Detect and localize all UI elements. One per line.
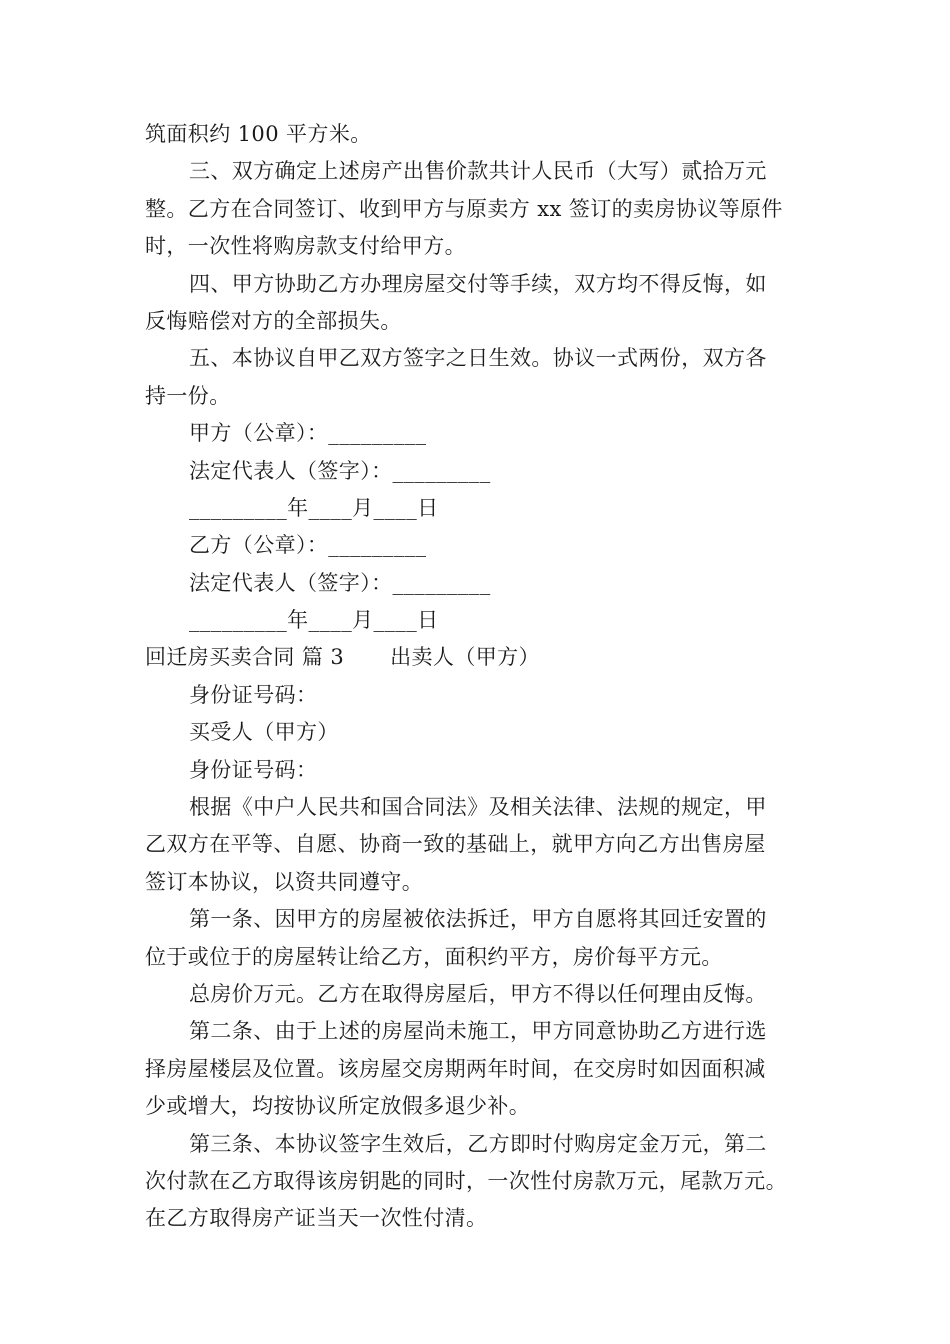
- paragraph-line: 总房价万元。乙方在取得房屋后，甲方不得以任何理由反悔。: [189, 981, 767, 1006]
- paragraph-line: 根据《中户人民共和国合同法》及相关法律、法规的规定，甲: [189, 795, 767, 820]
- party-a-representative-line: 法定代表人（签字）：_________: [189, 458, 491, 483]
- paragraph-line: 少或增大，均按协议所定放假多退少补。: [145, 1094, 531, 1119]
- paragraph-line: 在乙方取得房产证当天一次性付清。: [145, 1206, 488, 1231]
- paragraph-line: 签订本协议，以资共同遵守。: [145, 869, 424, 894]
- paragraph-line: 持一份。: [145, 383, 231, 408]
- paragraph-line: 位于或位于的房屋转让给乙方，面积约平方，房价每平方元。: [145, 944, 723, 969]
- paragraph-line: 四、甲方协助乙方办理房屋交付等手续，双方均不得反悔，如: [189, 271, 767, 296]
- paragraph-line: 买受人（甲方）: [189, 720, 339, 745]
- paragraph-line: 择房屋楼层及位置。该房屋交房期两年时间，在交房时如因面积减: [145, 1056, 766, 1081]
- seller-label: 出卖人（甲方）: [390, 645, 540, 670]
- party-a-seal-line: 甲方（公章）：_________: [189, 421, 427, 446]
- paragraph-line: 乙双方在平等、自愿、协商一致的基础上，就甲方向乙方出售房屋: [145, 832, 766, 857]
- paragraph-line: 第一条、因甲方的房屋被依法拆迁，甲方自愿将其回迁安置的: [189, 907, 767, 932]
- paragraph-line: 反悔赔偿对方的全部损失。: [145, 308, 402, 333]
- section-heading: [145, 639, 835, 676]
- paragraph-line: 身份证号码：: [189, 682, 318, 707]
- paragraph-line: 整。乙方在合同签订、收到甲方与原卖方 xx 签订的卖房协议等原件: [145, 196, 783, 221]
- party-a-date-line: _________年____月____日: [189, 495, 439, 520]
- paragraph-line: 身份证号码：: [189, 757, 318, 782]
- paragraph-line: 第二条、由于上述的房屋尚未施工，甲方同意协助乙方进行选: [189, 1019, 767, 1044]
- paragraph-line: 筑面积约 100 平方米。: [145, 122, 372, 146]
- paragraph-line: 时，一次性将购房款支付给甲方。: [145, 234, 466, 259]
- paragraph-line: 五、本协议自甲乙双方签字之日生效。协议一式两份，双方各: [189, 346, 767, 371]
- party-b-seal-line: 乙方（公章）：_________: [189, 533, 427, 558]
- paragraph-line: 第三条、本协议签字生效后，乙方即时付购房定金万元，第二: [189, 1131, 767, 1156]
- paragraph-line: 次付款在乙方取得该房钥匙的同时，一次性付房款万元，尾款万元。: [145, 1168, 787, 1193]
- paragraph-line: 三、双方确定上述房产出售价款共计人民币（大写）贰拾万元: [189, 159, 767, 184]
- party-b-date-line: _________年____月____日: [189, 608, 439, 633]
- section-title: 回迁房买卖合同 篇 3: [145, 645, 345, 670]
- document-body: [145, 116, 835, 1238]
- party-b-representative-line: 法定代表人（签字）：_________: [189, 570, 491, 595]
